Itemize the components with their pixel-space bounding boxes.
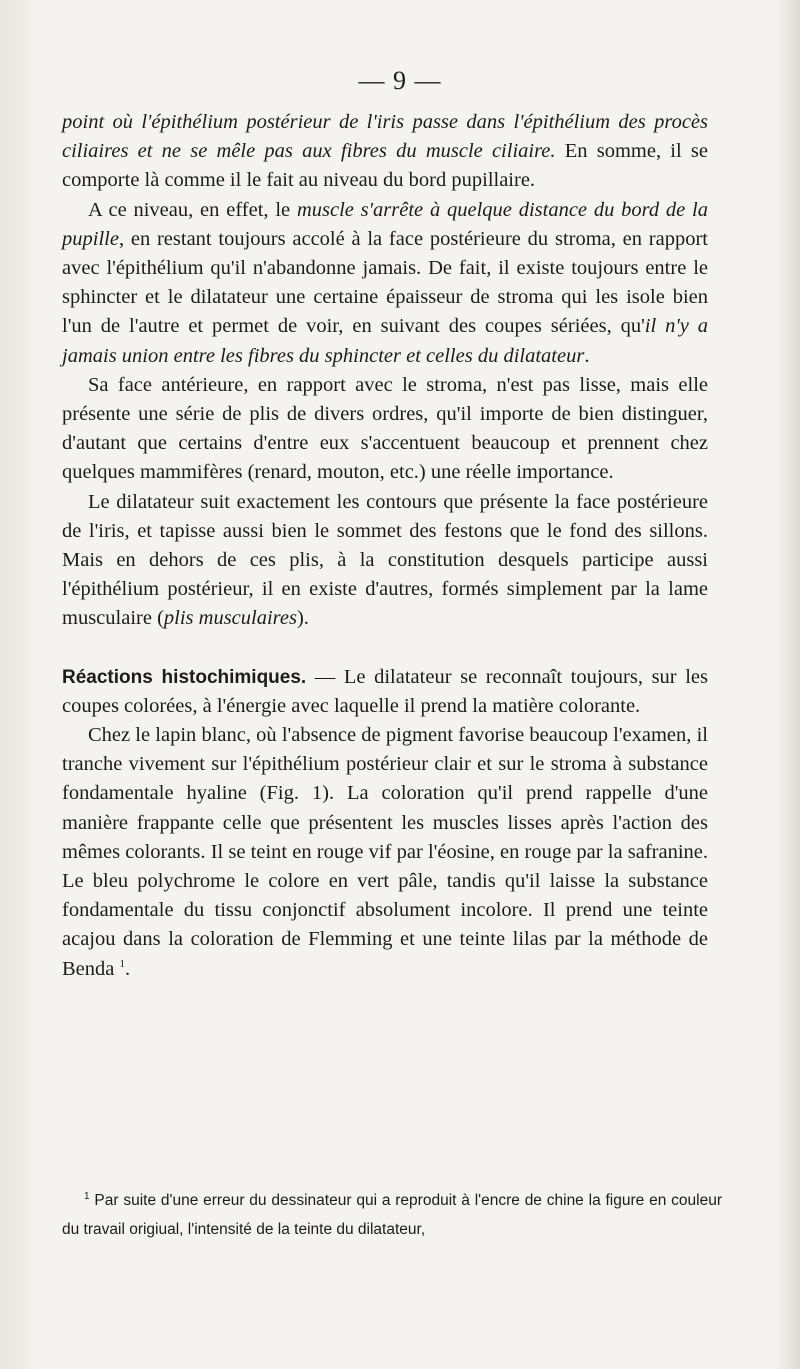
footnote-reference: 1 xyxy=(119,957,125,970)
paragraph-2-text-c: . xyxy=(584,344,590,367)
paragraph-2-text-a: A ce niveau, en effet, le xyxy=(88,198,297,221)
paragraph-6 xyxy=(62,721,708,984)
section-heading-reactions: Réactions histochimiques. xyxy=(62,666,307,688)
paragraph-2-italic-2: il n'y a jamais union entre les fibres du sphincter et celles du dilatateur xyxy=(62,315,708,367)
footnote-text: Par suite d'une erreur du dessinateur qui a reproduit à l'encre de chine la figure en couleur du travail origiual, l'intensité de la teinte du dilatateur, xyxy=(62,1192,722,1238)
paragraph-2-italic-1: muscle s'arrête à quelque distance du bord de la pupille xyxy=(62,198,709,250)
paragraph-2-text-b: , en restant toujours accolé à la face postérieure du stroma, en rapport avec l'épithélium qu'il n'abandonne jamais. De fait, il existe toujours entre le sphincter et le dilatateur une certaine épaisseur de stroma qui les isole bien l'un de l'autre et permet de voir, en suivant des coupes sériées, qu' xyxy=(62,227,708,338)
paragraph-3: Sa face antérieure, en rapport avec le stroma, n'est pas lisse, mais elle présente une série de plis de divers ordres, qu'il importe de bien distinguer, d'autant que certains d'entre eux s'accentuent beaucoup et prennent chez quelques mammifères (renard, mouton, etc.) une réelle importance. xyxy=(62,373,708,484)
body-text xyxy=(62,108,708,984)
footnote-marker: 1 xyxy=(84,1191,90,1202)
paragraph-1-italic: point où l'épithélium postérieur de l'iris passe dans l'épithélium des procès ciliaires et ne se mêle pas aux fibres du muscle ciliaire. xyxy=(62,111,708,163)
page-edge-shadow-left xyxy=(0,0,40,1369)
paragraph-4-text-a: Le dilatateur suit exactement les contours que présente la face postérieure de l'iris, et tapisse aussi bien le sommet des festons que le fond des sillons. Mais en dehors de ces plis, à la constitution desquels participe aussi l'épithélium postérieur, il en existe d'autres, formés simplement par la lame musculaire ( xyxy=(62,490,708,630)
paragraph-6-text: Chez le lapin blanc, où l'absence de pigment favorise beaucoup l'examen, il tranche vivement sur l'épithélium postérieur clair et sur le stroma à substance fondamentale hyaline (Fig. 1). La coloration qu'il prend rappelle d'une manière frappante celle que présentent les muscles lisses après l'action des mêmes colorants. Il se teint en rouge vif par l'éosine, en rouge par la safranine. Le bleu polychrome le colore en vert pâle, tandis qu'il laisse la substance fondamentale du tissu conjonctif absolument incolore. Il prend une teinte acajou dans la coloration de Flemming et une teinte lilas par la méthode de Benda xyxy=(62,724,708,980)
paragraph-5-text: — Le dilatateur se reconnaît toujours, sur les coupes colorées, à l'énergie avec laquelle il prend la matière colorante. xyxy=(62,665,708,717)
paragraph-6-end: . xyxy=(125,957,131,980)
page-edge-shadow-right xyxy=(776,0,800,1369)
paragraph-4-text-b: ). xyxy=(296,607,309,630)
paragraph-1 xyxy=(62,108,708,196)
paragraph-2 xyxy=(62,196,708,371)
paragraph-1-text: En somme, il se comporte là comme il le fait au niveau du bord pupillaire. xyxy=(62,140,708,192)
paragraph-5 xyxy=(62,663,708,721)
paragraph-4 xyxy=(62,488,708,634)
page-number: — 9 — xyxy=(358,66,442,95)
footnote xyxy=(62,1186,722,1244)
paragraph-4-italic: plis musculaires xyxy=(163,607,297,630)
